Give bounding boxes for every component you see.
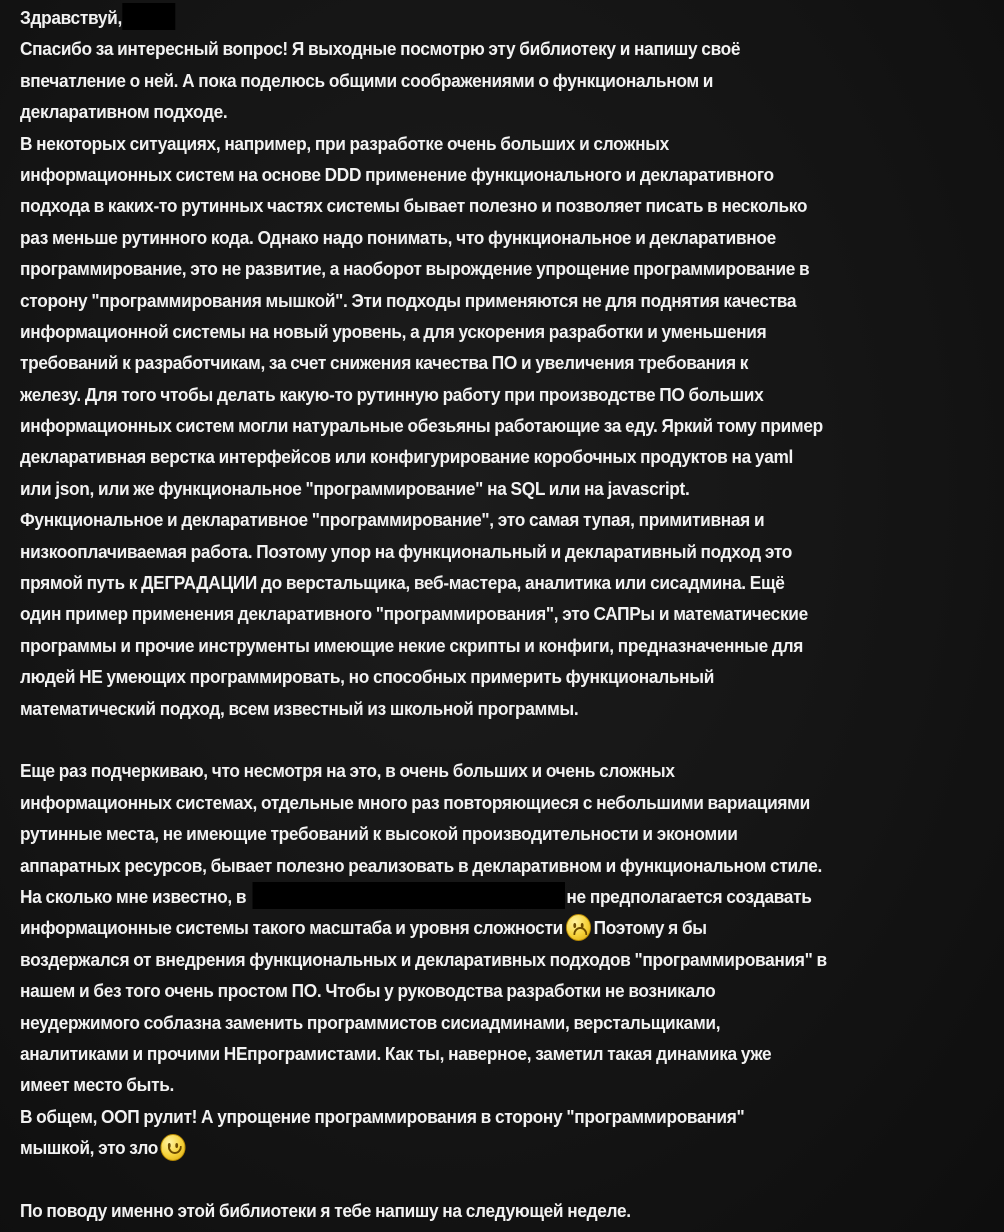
paragraph-2 — [20, 755, 927, 1163]
text-line: железу. Для того чтобы делать какую-то рутинную работу при производстве ПО больших — [20, 383, 764, 405]
text-line: Еще раз подчеркиваю, что несмотря на это, в очень больших и очень сложных — [20, 760, 675, 782]
redacted-line — [20, 881, 927, 912]
redacted-name — [122, 3, 175, 30]
text-line: сторону "программирования мышкой". Эти подходы применяются не для поднятия качества — [20, 289, 797, 311]
text-line: требований к разработчикам, за счет снижения качества ПО и увеличения требования к — [20, 352, 749, 374]
text-segment: Поэтому я бы — [593, 917, 707, 939]
text-line: Функциональное и декларативное "программирование", это самая тупая, примитивная и — [20, 509, 765, 531]
text-line: аппаратных ресурсов, бывает полезно реализовать в декларативном и функциональном стиле. — [20, 854, 823, 876]
text-line: низкооплачиваемая работа. Поэтому упор на функциональный и декларативный подход это — [20, 540, 792, 562]
text-line: В некоторых ситуациях, например, при разработке очень больших и сложных — [20, 132, 669, 154]
text-line: информационных систем могли натуральные обезьяны работающие за еду. Яркий тому пример — [20, 415, 823, 437]
text-line: или json, или же функциональное "программирование" на SQL или на javascript. — [20, 477, 690, 499]
text-line: один пример применения декларативного "программирования", это САПРы и математические — [20, 603, 808, 625]
smile-emoji-line — [20, 1132, 927, 1163]
smiley-face-emoji-icon — [161, 1134, 186, 1161]
text-line: людей НЕ умеющих программировать, но способных примерить функциональный — [20, 666, 715, 688]
message-body — [20, 2, 927, 1226]
text-line: аналитиками и прочими НЕпрограмистами. Как ты, наверное, заметил такая динамика уже — [20, 1042, 772, 1064]
paragraph-1 — [20, 33, 927, 724]
text-line: прямой путь к ДЕГРАДАЦИИ до верстальщика, веб-мастера, аналитика или сисадмина. Ещё — [20, 572, 785, 594]
greeting: Здравствуй, — [20, 7, 122, 28]
text-segment: не предполагается создавать — [566, 885, 812, 907]
text-line: впечатление о ней. А пока поделюсь общими соображениями о функциональном и — [20, 69, 714, 91]
text-line: рутинные места, не имеющие требований к высокой производительности и экономии — [20, 823, 738, 845]
text-line: декларативная верстка интерфейсов или конфигурирование коробочных продуктов на yaml — [20, 446, 794, 468]
text-line: математический подход, всем известный из школьной программы. — [20, 697, 579, 719]
sad-emoji-line — [20, 912, 927, 943]
text-line: имеет место быть. — [20, 1074, 175, 1096]
text-line: воздержался от внедрения функциональных и декларативных подходов "программирования" в — [20, 948, 827, 970]
text-line: Спасибо за интересный вопрос! Я выходные посмотрю эту библиотеку и напишу своё — [20, 38, 741, 60]
text-line: В общем, ООП рулит! А упрощение программирования в сторону "программирования" — [20, 1105, 745, 1127]
text-line: декларативном подходе. — [20, 101, 228, 123]
text-segment: На сколько мне известно, в — [20, 885, 247, 907]
sad-face-emoji-icon — [566, 914, 591, 941]
text-line: неудержимого соблазна заменить программистов сисиадминами, верстальщиками, — [20, 1011, 721, 1033]
text-line: подхода в каких-то рутинных частях системы бывает полезно и позволяет писать в несколько — [20, 195, 808, 217]
text-line: нашем и без того очень простом ПО. Чтобы у руководства разработки не возникало — [20, 980, 716, 1002]
redacted-organization — [252, 882, 564, 909]
text-line: информационной системы на новый уровень, а для ускорения разработки и уменьшения — [20, 320, 767, 342]
text-segment: информационные системы такого масштаба и уровня сложности — [20, 917, 563, 939]
text-segment: мышкой, это зло — [20, 1137, 159, 1159]
paragraph-gap — [20, 724, 927, 755]
text-line: программы и прочие инструменты имеющие некие скрипты и конфиги, предназначенные для — [20, 634, 804, 656]
text-line: информационных систем на основе DDD применение функционального и декларативного — [20, 163, 774, 185]
greeting-line — [20, 2, 927, 33]
text-line: программирование, это не развитие, а наоборот вырождение упрощение программирование в — [20, 258, 810, 280]
text-line: информационных системах, отдельные много раз повторяющиеся с небольшими вариациями — [20, 791, 810, 813]
closing-line: По поводу именно этой библиотеки я тебе напишу на следующей неделе. — [20, 1199, 631, 1221]
text-line: раз меньше рутинного кода. Однако надо понимать, что функциональное и декларативное — [20, 226, 776, 248]
paragraph-gap — [20, 1163, 927, 1194]
